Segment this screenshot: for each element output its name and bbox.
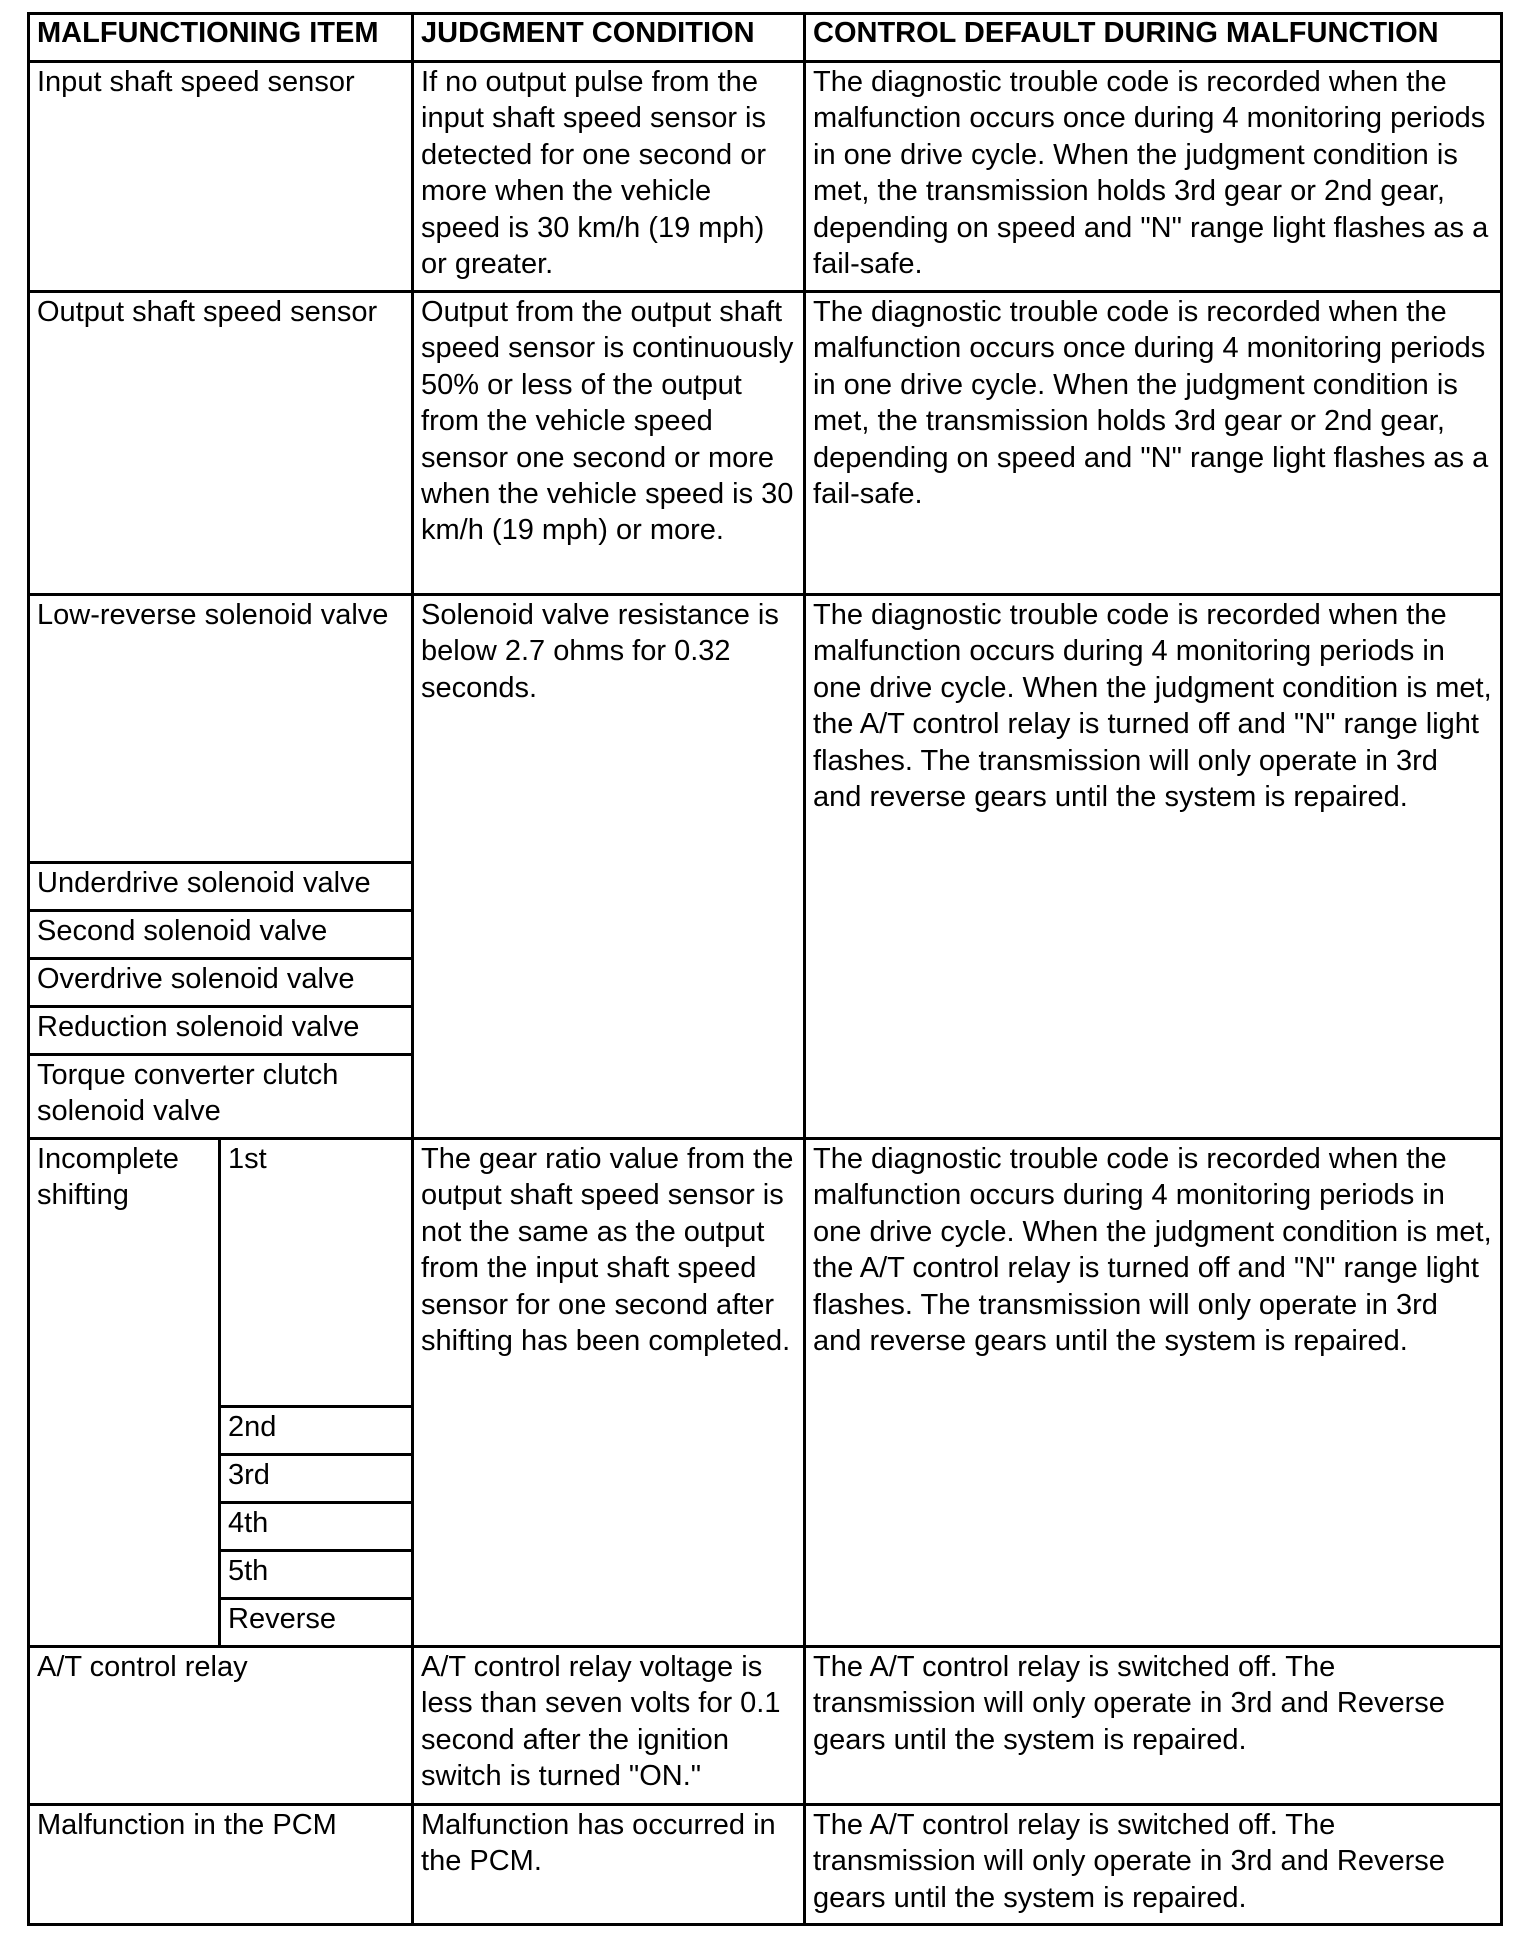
item-incomplete-shifting: Incomplete shifting <box>29 1139 220 1647</box>
gear-1st: 1st <box>220 1139 413 1407</box>
table-row <box>29 1647 1502 1805</box>
item-output-shaft: Output shaft speed sensor <box>29 292 413 595</box>
item-at-relay: A/T control relay <box>29 1647 413 1805</box>
condition-pcm: Malfunction has occurred in the PCM. <box>413 1805 805 1925</box>
table-row <box>29 62 1502 292</box>
header-judgment-condition: JUDGMENT CONDITION <box>413 14 805 62</box>
item-torque-converter-solenoid: Torque converter clutch solenoid valve <box>29 1055 413 1139</box>
item-input-shaft: Input shaft speed sensor <box>29 62 413 292</box>
item-pcm: Malfunction in the PCM <box>29 1805 413 1925</box>
item-underdrive-solenoid: Underdrive solenoid valve <box>29 863 413 911</box>
gear-2nd: 2nd <box>220 1407 413 1455</box>
header-control-default: CONTROL DEFAULT DURING MALFUNCTION <box>805 14 1502 62</box>
gear-3rd: 3rd <box>220 1455 413 1503</box>
table-row <box>29 595 1502 863</box>
item-low-reverse-solenoid: Low-reverse solenoid valve <box>29 595 413 863</box>
control-incomplete-shifting: The diagnostic trouble code is recorded when the malfunction occurs during 4 monitoring periods in one drive cycle. When the judgment condition is met, the A/T control relay is turned off and "N" range light flashes. The transmission will only operate in 3rd and reverse gears until the system is repaired. <box>805 1139 1502 1647</box>
condition-incomplete-shifting: The gear ratio value from the output shaft speed sensor is not the same as the output from the input shaft speed sensor for one second after shifting has been completed. <box>413 1139 805 1647</box>
table-row <box>29 292 1502 595</box>
malfunction-table <box>27 12 1503 1926</box>
control-at-relay: The A/T control relay is switched off. The transmission will only operate in 3rd and Reverse gears until the system is repaired. <box>805 1647 1502 1805</box>
table-row <box>29 1139 1502 1407</box>
condition-output-shaft: Output from the output shaft speed sensor is continuously 50% or less of the output from the vehicle speed sensor one second or more when the vehicle speed is 30 km/h (19 mph) or more. <box>413 292 805 595</box>
condition-input-shaft: If no output pulse from the input shaft speed sensor is detected for one second or more when the vehicle speed is 30 km/h (19 mph) or greater. <box>413 62 805 292</box>
control-input-shaft: The diagnostic trouble code is recorded when the malfunction occurs once during 4 monitoring periods in one drive cycle. When the judgment condition is met, the transmission holds 3rd gear or 2nd gear, depending on speed and "N" range light flashes as a fail-safe. <box>805 62 1502 292</box>
condition-solenoids: Solenoid valve resistance is below 2.7 ohms for 0.32 seconds. <box>413 595 805 1139</box>
item-overdrive-solenoid: Overdrive solenoid valve <box>29 959 413 1007</box>
gear-5th: 5th <box>220 1551 413 1599</box>
table-row <box>29 1805 1502 1925</box>
control-solenoids: The diagnostic trouble code is recorded when the malfunction occurs during 4 monitoring periods in one drive cycle. When the judgment condition is met, the A/T control relay is turned off and "N" range light flashes. The transmission will only operate in 3rd and reverse gears until the system is repaired. <box>805 595 1502 1139</box>
gear-4th: 4th <box>220 1503 413 1551</box>
item-second-solenoid: Second solenoid valve <box>29 911 413 959</box>
control-output-shaft: The diagnostic trouble code is recorded when the malfunction occurs once during 4 monitoring periods in one drive cycle. When the judgment condition is met, the transmission holds 3rd gear or 2nd gear, depending on speed and "N" range light flashes as a fail-safe. <box>805 292 1502 595</box>
item-reduction-solenoid: Reduction solenoid valve <box>29 1007 413 1055</box>
gear-reverse: Reverse <box>220 1599 413 1647</box>
control-pcm: The A/T control relay is switched off. The transmission will only operate in 3rd and Reverse gears until the system is repaired. <box>805 1805 1502 1925</box>
condition-at-relay: A/T control relay voltage is less than seven volts for 0.1 second after the ignition switch is turned "ON." <box>413 1647 805 1805</box>
header-malfunctioning-item: MALFUNCTIONING ITEM <box>29 14 413 62</box>
